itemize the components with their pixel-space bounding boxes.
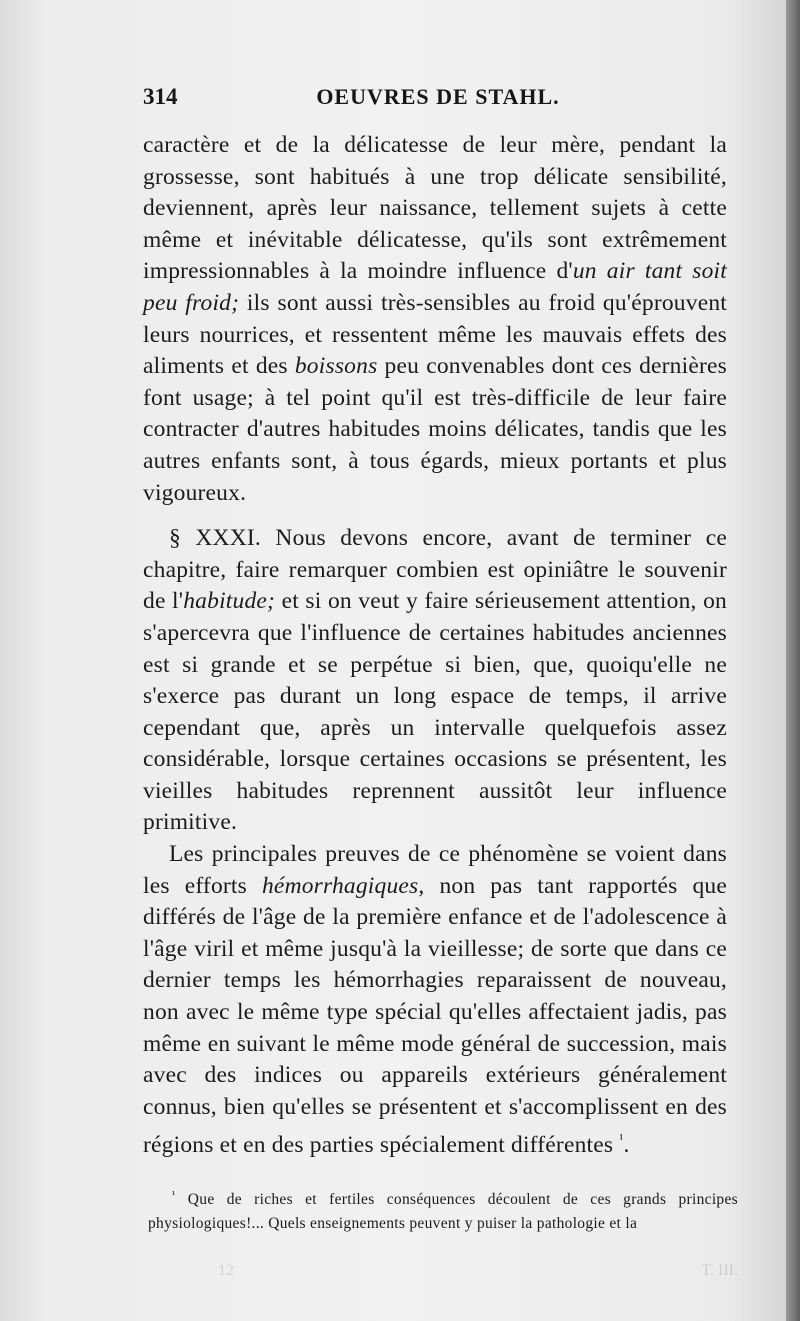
volume-mark: T. III. <box>701 1262 738 1279</box>
running-title: OEUVRES DE STAHL. <box>316 84 560 109</box>
book-edge-shadow <box>786 0 800 1321</box>
italic-word: hémorrhagiques, <box>261 872 425 899</box>
italic-word: habitude; <box>183 588 276 615</box>
footnote <box>148 1183 738 1236</box>
italic-phrase: un air tant soit peu froid; <box>143 258 727 316</box>
page-number: 314 <box>143 84 178 109</box>
footnote-marker: ¹ <box>172 1189 176 1201</box>
page-header <box>143 84 733 118</box>
paragraph-2-section-xxxi: § XXXI. Nous devons encore, avant de terminer ce chapitre, faire remarquer combien est opiniâtre le souvenir de l'habitude; et si on veut y faire sérieusement attention, on s'apercevra que l'influence de certaines habitudes anciennes est si grande et se perpétue si bien, que, quoiqu'elle ne s'exerce pas durant un long espace de temps, il arrive cependant que, après un intervalle quelquefois assez considérable, lorsque certaines occasions se présentent, les vieilles habitudes reprennent aussitôt leur influence primitive. <box>143 525 727 836</box>
main-text <box>143 130 727 1162</box>
footnote-text: Que de riches et fertiles conséquences découlent de ces grands principes physiologiques!... Quels enseignements peuvent y puiser la pathologie et la <box>148 1191 738 1233</box>
bottom-signature-mark <box>218 1262 738 1280</box>
italic-word: boissons <box>294 353 378 380</box>
paragraph-3: Les principales preuves de ce phénomène se voient dans les efforts hémorrhagiques, non pas tant rapportés que différés de l'âge de la première enfance et de l'adolescence à l'âge viril et même jusqu'à la vieillesse; de sorte que dans ce dernier temps les hémorrhagies reparaissent de nouveau, non avec le même type spécial qu'elles affectaient jadis, pas même en suivant le même mode général de succession, mais avec des indices ou appareils extérieurs généralement connus, bien qu'elles se présentent et s'accomplissent en des régions et en des parties spécialement différentes $^{^1}$. <box>143 841 727 1159</box>
signature-number: 12 <box>218 1262 234 1279</box>
footnote-reference[interactable]: ¹ <box>619 1131 624 1147</box>
paragraph-1: caractère et de la délicatesse de leur mère, pendant la grossesse, sont habitués à une trop délicate sensibilité, deviennent, après leur naissance, tellement sujets à cette même et inévitable délicatesse, qu'ils sont extrêmement impressionnables à la moindre influence d'un air tant soit peu froid; ils sont aussi très-sensibles au froid qu'éprouvent leurs nourrices, et ressentent même les mauvais effets des aliments et des boissons peu convenables dont ces dernières font usage; à tel point qu'il est très-difficile de leur faire contracter d'autres habitudes moins délicates, tandis que les autres enfants sont, à tous égards, mieux portants et plus vigoureux. <box>143 132 728 506</box>
